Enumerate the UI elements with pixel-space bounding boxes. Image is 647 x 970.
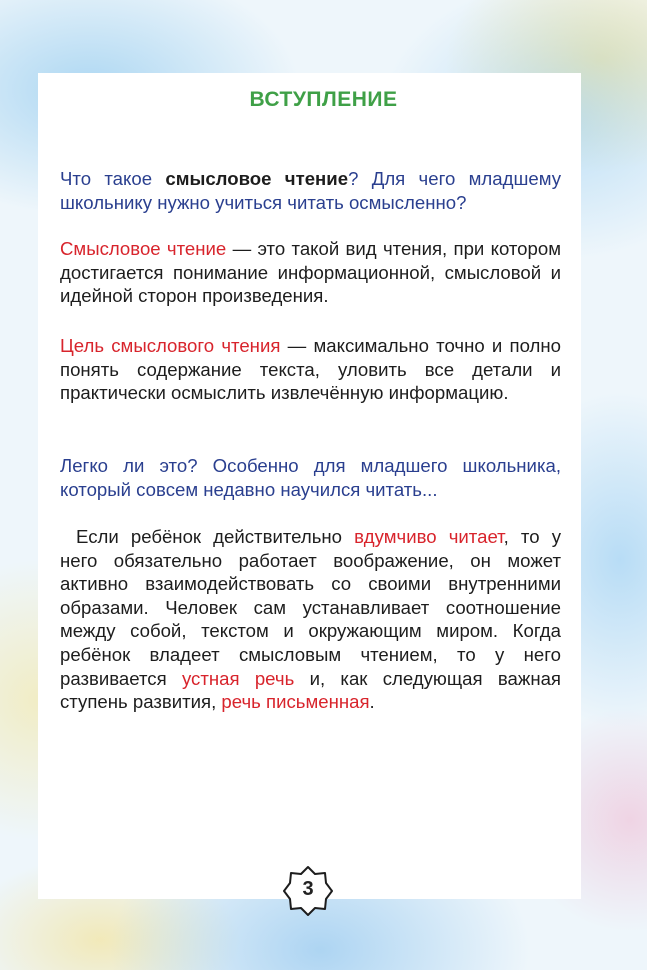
goal-term: Цель смыслового чтения [60, 335, 281, 356]
question-text-end: ? Для чего младшему школьнику нужно учиться читать осмысленно? [60, 168, 561, 213]
page-number-badge [282, 865, 334, 917]
explanation-text-3: и, как следующая важная ступень развития, [60, 667, 561, 713]
intro-question-paragraph [60, 167, 561, 214]
page-title: ВСТУПЛЕНИЕ [249, 88, 398, 111]
definition-term: Смысловое чтение [60, 238, 227, 259]
question-text-start: Что такое [60, 168, 166, 189]
highlight-smyslovoe-chtenie: смысловое чтение [165, 168, 349, 189]
definition-paragraph [60, 237, 561, 308]
highlight-rech-pismennaya: речь письменная [221, 691, 370, 713]
second-question-paragraph: Легко ли это? Особенно для младшего школьника, который совсем недавно научился читать... [60, 455, 561, 500]
definition-text: — это такой вид чтения, при котором достигается понимание информационной, смысловой и идейной сторон произведения. [60, 238, 561, 307]
explanation-text-2: , то у него обязательно работает воображение, он может активно взаимодействовать со своими внутренними образами. Человек сам устанавливает соотношение между собой, текстом и окружающим миром. Когда ребёнок владеет смысловым чтением, то у него развивается [60, 526, 561, 689]
explanation-paragraph [60, 525, 561, 714]
goal-text: — максимально точно и полно понять содержание текста, уловить все детали и практически осмыслить извлечённую информацию. [60, 335, 561, 404]
explanation-text-1: Если ребёнок действительно [76, 526, 355, 547]
page-number: 3 [302, 878, 314, 900]
explanation-text-4: . [369, 691, 375, 713]
goal-paragraph [60, 334, 561, 405]
highlight-ustnaya-rech: устная речь [181, 667, 295, 689]
highlight-vdumchivo-chitaet: вдумчиво читает [354, 526, 504, 547]
